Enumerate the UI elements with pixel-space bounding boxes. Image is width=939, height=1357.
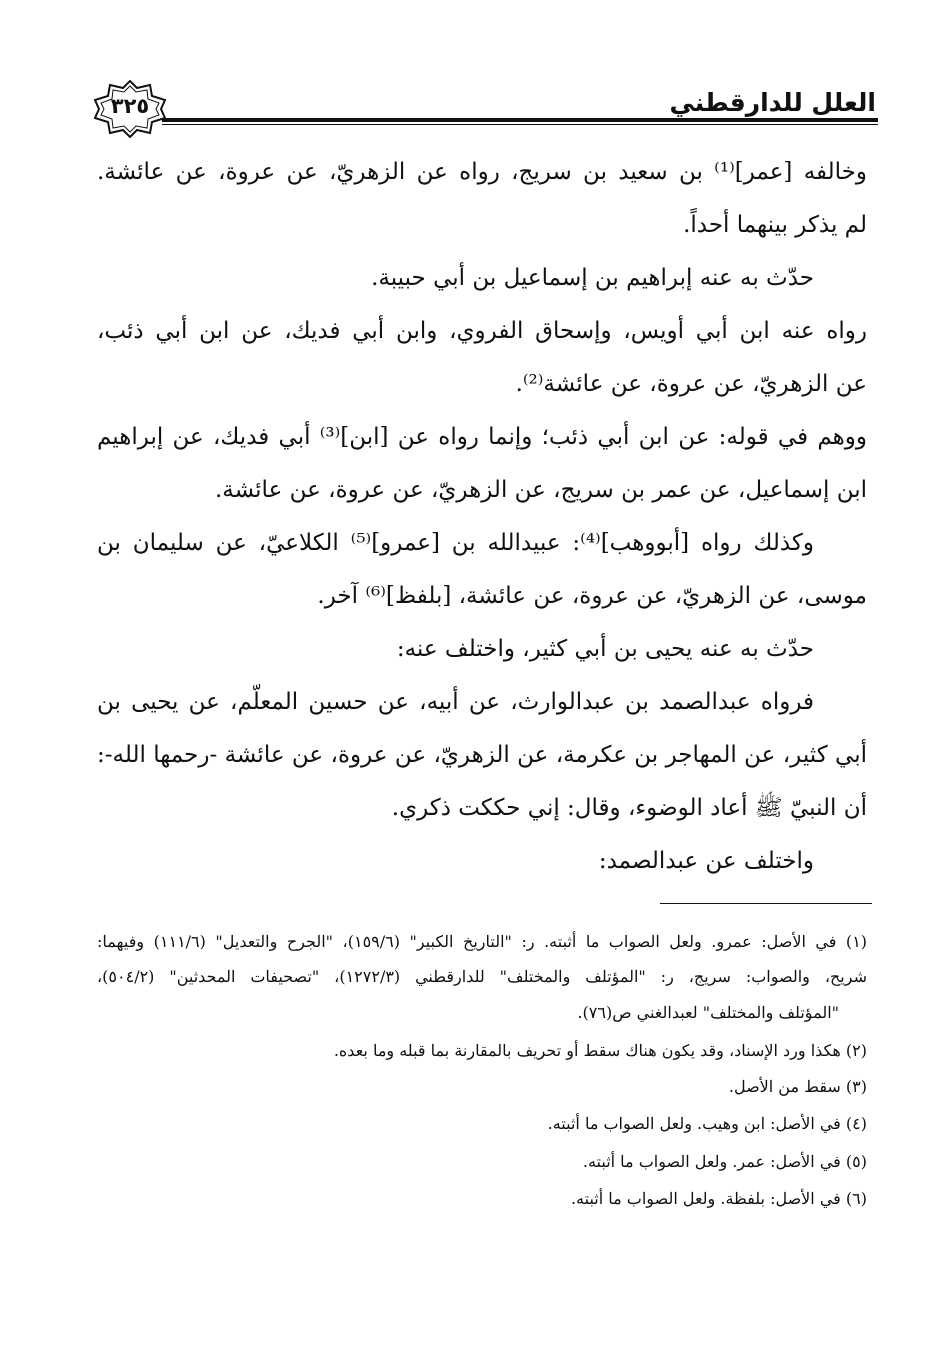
footnote-divider bbox=[660, 903, 872, 904]
text-line: أن النبيّ ﷺ أعاد الوضوء، وقال: إني حككت ذكري. bbox=[391, 795, 867, 821]
text-line: حدّث به عنه يحيى بن أبي كثير، واختلف عنه: bbox=[396, 636, 814, 662]
book-title: العلل للدارقطني bbox=[669, 88, 876, 117]
text-line: ابن إسماعيل، عن عمر بن سريج، عن الزهريّ، عن عروة، عن عائشة. bbox=[215, 477, 867, 503]
footnote-line: "المؤتلف والمختلف" لعبدالغني ص(٧٦). bbox=[577, 1003, 839, 1022]
text-line: ووهم في قوله: عن ابن أبي ذئب؛ وإنما رواه عن [ابن]⁽³⁾ أبي فديك، عن إبراهيم bbox=[97, 424, 867, 450]
text-line: وكذلك رواه [أبووهب]⁽⁴⁾: عبيدالله بن [عمرو]⁽⁵⁾ الكلاعيّ، عن سليمان بن bbox=[97, 530, 814, 556]
footnote-line: (٤) في الأصل: ابن وهيب. ولعل الصواب ما أثبته. bbox=[547, 1114, 867, 1133]
text-line: رواه عنه ابن أبي أويس، وإسحاق الفروي، وابن أبي فديك، عن ابن أبي ذئب، bbox=[97, 318, 867, 344]
text-line: وخالفه [عمر]⁽¹⁾ بن سعيد بن سريج، رواه عن الزهريّ، عن عروة، عن عائشة. bbox=[97, 159, 867, 185]
text-line: واختلف عن عبدالصمد: bbox=[598, 848, 814, 874]
page-number: ٣٢٥ bbox=[110, 94, 150, 118]
text-line: حدّث به عنه إبراهيم بن إسماعيل بن أبي حبيبة. bbox=[371, 265, 814, 291]
text-line: لم يذكر بينهما أحداً. bbox=[683, 212, 867, 238]
footnote-line: (٥) في الأصل: عمر. ولعل الصواب ما أثبته. bbox=[582, 1152, 867, 1171]
text-line: موسى، عن الزهريّ، عن عروة، عن عائشة، [بلفظ]⁽⁶⁾ آخر. bbox=[317, 583, 867, 609]
footnote-line: (٢) هكذا ورد الإسناد، وقد يكون هناك سقط أو تحريف بالمقارنة بما قبله وما بعده. bbox=[333, 1041, 867, 1060]
text-line: فرواه عبدالصمد بن عبدالوارث، عن أبيه، عن حسين المعلّم، عن يحيى بن bbox=[97, 689, 814, 715]
footnote-line: (٦) في الأصل: بلفظة. ولعل الصواب ما أثبته. bbox=[570, 1189, 867, 1208]
text-line: عن الزهريّ، عن عروة، عن عائشة⁽²⁾. bbox=[515, 371, 867, 397]
text-line: أبي كثير، عن المهاجر بن عكرمة، عن الزهريّ، عن عروة، عن عائشة -رحمها الله-: bbox=[97, 742, 867, 768]
footnote-line: شريح، والصواب: سريج، ر: "المؤتلف والمختلف" للدارقطني (١٢٧٢/٣)، "تصحيفات المحدثين" (٥٠٤/٢)، bbox=[97, 967, 867, 986]
footnote-line: (٣) سقط من الأصل. bbox=[728, 1077, 867, 1096]
footnote-line: (١) في الأصل: عمرو. ولعل الصواب ما أثبته. ر: "التاريخ الكبير" (١٥٩/٦)، "الجرح والتعديل" (١١١/٦) وفيهما: bbox=[97, 932, 868, 951]
